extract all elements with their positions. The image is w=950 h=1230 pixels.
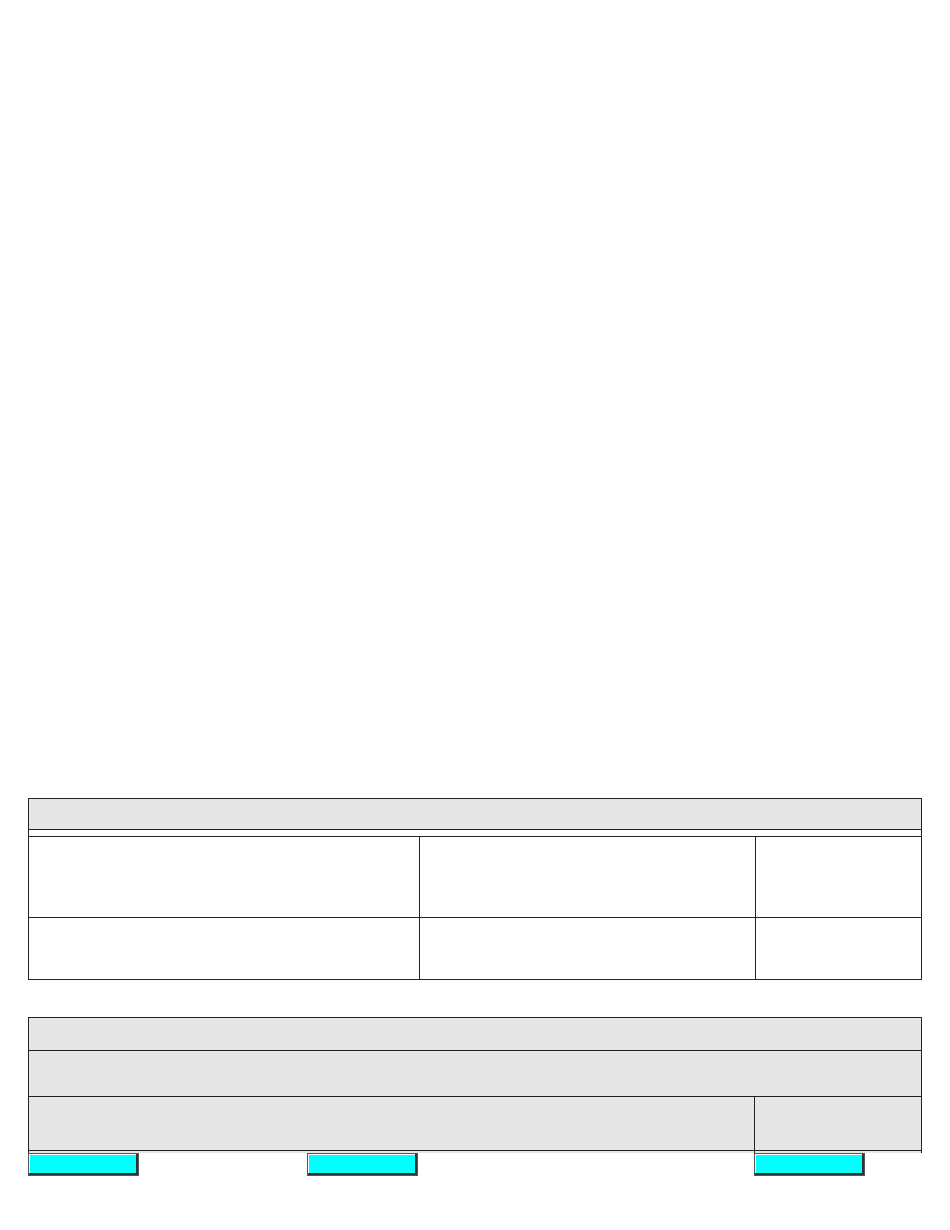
ministry-title — [29, 1018, 921, 1051]
ministry-date-field[interactable] — [755, 1097, 921, 1153]
sponsor-date-field[interactable] — [756, 837, 921, 917]
sponsor-rep-signature-field[interactable] — [420, 837, 756, 917]
signature-row-1 — [29, 836, 921, 917]
witness-date-field[interactable] — [756, 918, 921, 979]
signature-row-2 — [29, 917, 921, 979]
section-c — [28, 798, 922, 980]
witness-signature-field[interactable] — [420, 918, 756, 979]
document-body — [32, 36, 912, 48]
ministry-section — [28, 1017, 922, 1153]
save-button[interactable] — [28, 1153, 139, 1176]
print-button[interactable] — [307, 1153, 418, 1176]
ministry-bottom-rule — [28, 1150, 922, 1151]
sponsor-rep-name-field[interactable] — [29, 837, 420, 917]
section-c-title — [29, 799, 921, 830]
ministry-rep-signature-field[interactable] — [29, 1097, 755, 1153]
witness-name-field[interactable] — [29, 918, 420, 979]
ministry-signature-row — [29, 1096, 921, 1153]
clear-button[interactable] — [754, 1153, 865, 1176]
ministry-rep-name-field[interactable] — [29, 1051, 921, 1096]
